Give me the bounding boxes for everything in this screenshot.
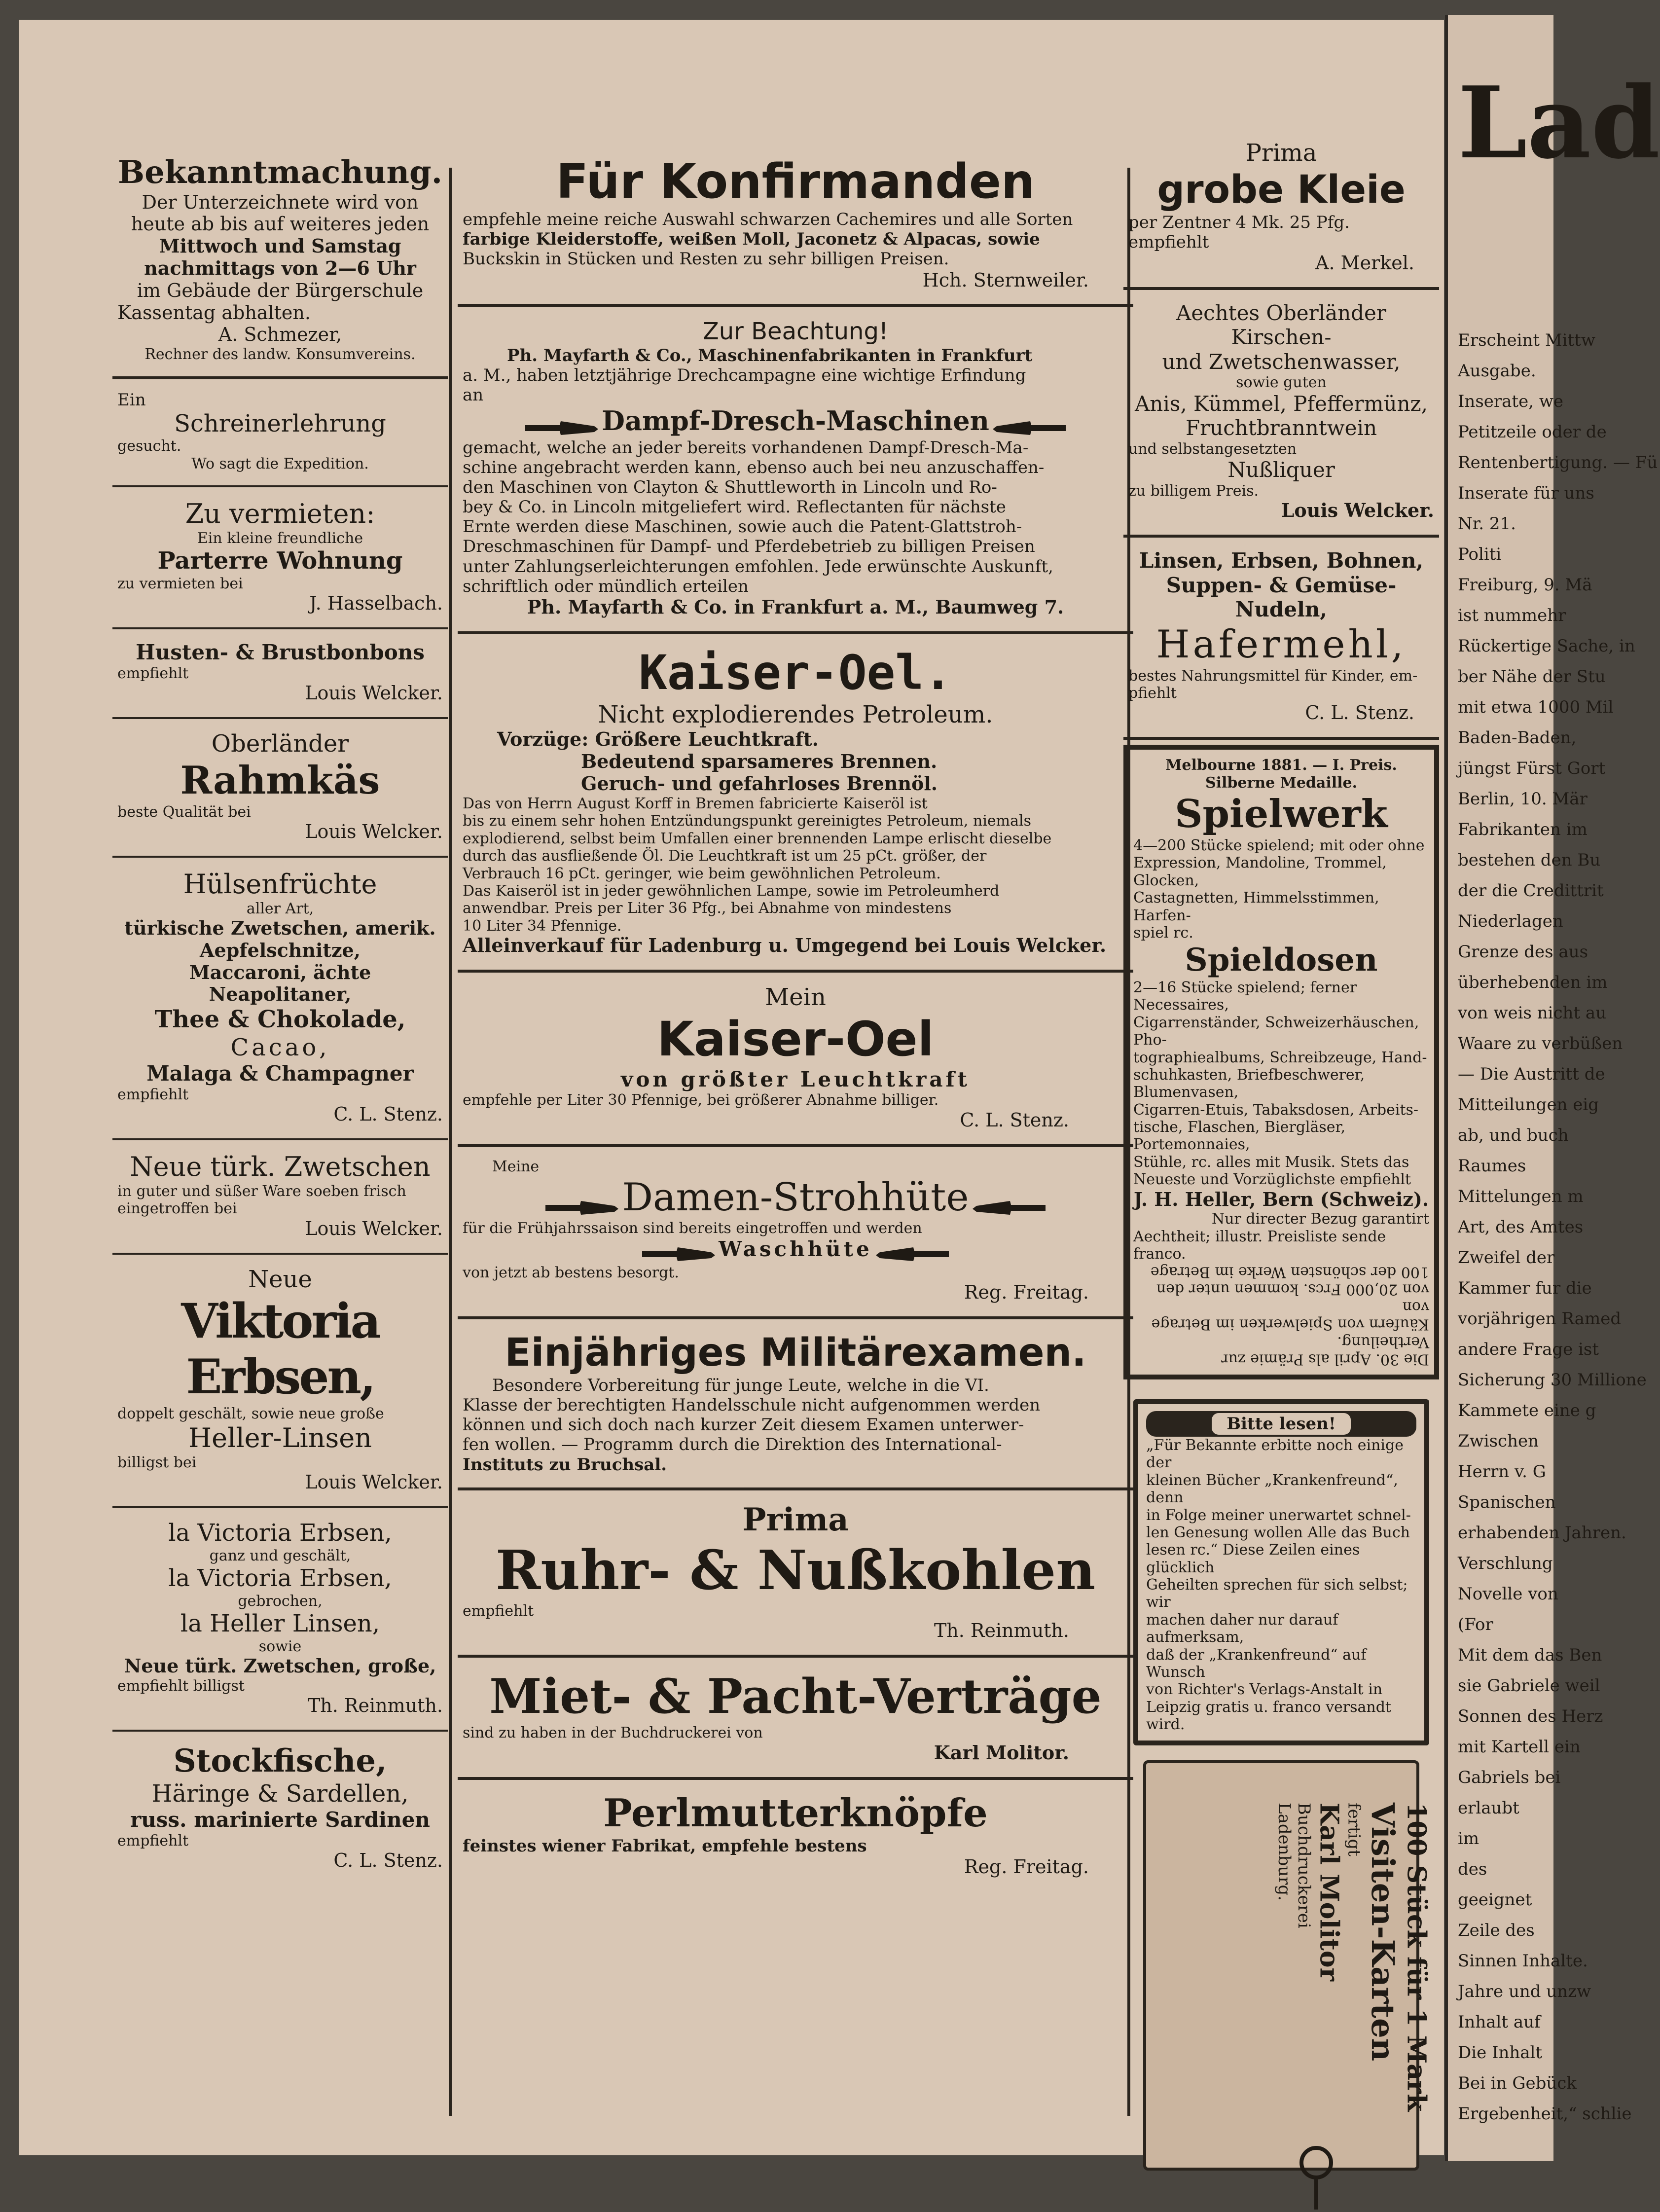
next-page-line: Novelle von [1458,1584,1558,1604]
ad-line: eingetroffen bei [117,1200,237,1218]
next-page-line: Petitzeile oder de [1458,422,1607,442]
ad-headline: Dampf-Dresch-Maschinen [602,405,989,437]
next-page-line: (For [1458,1615,1493,1634]
next-page-line: Sinnen Inhalte. [1458,1951,1588,1971]
ad-line: und selbstangesetzten [1128,440,1297,458]
ad-line: Linsen, Erbsen, Bohnen, [1139,548,1424,573]
next-page-line: Kammete eine g [1458,1401,1596,1420]
ad-line: Prima [1245,139,1317,167]
ad-miet-pacht-vertraege [458,1658,1133,1779]
ad-line: la Heller Linsen, [180,1610,380,1638]
ad-line: empfiehlt [463,1602,534,1620]
ad-line: daß der „Krankenfreund“ auf Wunsch [1146,1646,1367,1681]
next-page-line: ber Nähe der Stu [1458,667,1606,687]
card-line: Visiten-Karten [1364,1802,1402,2061]
ad-rahmkaes [112,719,448,858]
ad-signature: Reg. Freitag. [964,1281,1089,1304]
ad-title: Viktoria Erbsen, [181,1293,379,1405]
ad-line: la Victoria Erbsen, [168,1519,392,1547]
ad-line: billigst bei [117,1453,197,1471]
ad-signature: Karl Molitor. [934,1741,1069,1764]
ad-line: empfehle per Liter 30 Pfennige, bei größerer Abnahme billiger. [463,1091,939,1109]
ad-line: Meine [492,1158,540,1175]
card-line: Karl Molitor [1314,1802,1344,1981]
ad-hafermehl [1123,538,1439,740]
ad-signature: Alleinverkauf für Ladenburg u. Umgegend bei Louis Welcker. [463,934,1107,957]
card-line: fertigt [1344,1802,1364,1856]
ad-line: im Gebäude der Bürgerschule [137,279,424,301]
card-line: Ladenburg. [1274,1802,1295,1901]
next-page-edge [1445,15,1660,2161]
ad-kaiser-oel-stenz [458,973,1133,1147]
next-page-line: Grenze des aus [1458,942,1588,962]
ad-line: gemacht, welche an jeder bereits vorhandenen Dampf-Dresch-Ma- [463,437,1029,458]
next-page-line: Verschlung [1458,1554,1553,1573]
ad-viktoria-erbsen [112,1255,448,1508]
ad-line: feinstes wiener Fabrikat, empfehle bestens [463,1836,867,1856]
next-page-line: Herrn v. G [1458,1462,1546,1482]
ad-title: Bekanntmachung. [117,154,443,191]
ad-line: von Richter's Verlags-Anstalt in [1146,1681,1383,1699]
ad-line: tographiealbums, Schreibzeuge, Hand- [1133,1049,1427,1066]
ad-line: anwendbar. Preis per Liter 36 Pfg., bei Abnahme von mindestens [463,900,952,917]
ad-line: in Folge meiner unerwartet schnel- [1146,1506,1411,1524]
ad-line: sowie [258,1637,302,1655]
next-page-line: Erscheint Mittw [1458,330,1595,350]
next-page-line: Politi [1458,544,1502,564]
upside-down-notice [1133,1263,1429,1368]
ad-line: schriftlich oder mündlich erteilen [463,576,749,596]
ad-title: Für Konfirmanden [556,154,1035,209]
column-right [1123,128,1439,2185]
ad-line: Bedeutend sparsameres Brennen. [581,750,938,773]
ad-signature: Th. Reinmuth. [307,1695,443,1717]
next-page-line: Baden-Baden, [1458,728,1577,748]
next-page-line: im [1458,1829,1480,1849]
next-page-line: erlaubt [1458,1798,1519,1818]
next-page-line: Mit dem das Ben [1458,1645,1602,1665]
ad-signature: J. Hasselbach. [309,592,443,615]
ad-line: 10 Liter 34 Pfennige. [463,917,622,935]
next-page-line: Sicherung 30 Millione [1458,1370,1647,1390]
ad-victoria-erbsen-reinmuth [112,1508,448,1732]
ad-line: bestes Nahrungsmittel für Kinder, em- [1128,667,1418,685]
ad-line: durch das ausfließende Öl. Die Leuchtkraft ist um 25 pCt. größer, der [463,847,987,865]
ad-signature: Louis Welcker. [305,1471,443,1493]
next-page-line: Ergebenheit,“ schlie [1458,2104,1632,2124]
ad-line: Neue türk. Zwetschen, große, [124,1655,436,1677]
next-page-line: Niederlagen [1458,911,1563,931]
ad-line: Heller-Linsen [188,1422,372,1454]
ad-line: explodierend, selbst beim Umfallen einer brennenden Lampe erlischt dieselbe [463,830,1052,847]
ad-line: Expression, Mandoline, Trommel, Glocken, [1133,854,1387,889]
next-page-line: vorjährigen Ramed [1458,1309,1622,1329]
ad-signature: Ph. Mayfarth & Co. in Frankfurt a. M., Baumweg 7. [527,595,1064,618]
ad-line: Fruchtbranntwein [1186,416,1377,440]
ad-title: Kaiser-Oel [657,1011,934,1067]
ad-schreinerlehrung [112,379,448,488]
ad-line: sowie guten [1236,374,1327,392]
ad-spielwerk [1123,745,1439,1379]
ad-line: Aechtes Oberländer Kirschen- [1176,300,1386,350]
ad-line: la Victoria Erbsen, [168,1564,392,1593]
ad-title: Husten- & Brustbonbons [136,640,425,665]
ad-title: Perlmutterknöpfe [603,1790,988,1836]
ad-subline: Rechner des landw. Konsumvereins. [144,346,416,363]
ad-title: Stockfische, [173,1742,387,1780]
ad-line: Parterre Wohnung [157,547,403,575]
ad-line: Leipzig gratis u. franco versandt wird. [1146,1698,1391,1734]
pointing-hand-left-icon [992,418,1066,438]
ad-signature: C. L. Stenz. [333,1849,443,1872]
ad-line: den Maschinen von Clayton & Shuttleworth in Lincoln und Ro- [463,477,997,498]
ad-line: Neueste und Vorzüglichste empfiehlt [1133,1171,1411,1189]
ad-line: Cacao, [230,1033,330,1061]
ad-line: empfehle meine reiche Auswahl schwarzen Cachemires und alle Sorten [463,210,1073,230]
pointing-hand-left-icon [875,1244,949,1264]
ad-zu-vermieten [112,487,448,629]
next-page-line: Inserate, we [1458,392,1564,411]
ad-title: Spielwerk [1175,792,1388,837]
scroll-banner [1146,1411,1416,1437]
ad-line: Suppen- & Gemüse-Nudeln, [1166,573,1397,622]
pointing-hand-right-icon [545,1198,619,1218]
next-page-line: Zwischen [1458,1431,1539,1451]
ad-line: Aepfelschnitze, [200,939,361,961]
next-page-line: mit Kartell ein [1458,1737,1581,1757]
ad-line: Nur directer Bezug garantirt [1211,1210,1429,1228]
pointing-hand-right-icon [525,418,599,438]
ad-title: Hülsenfrüchte [183,868,377,900]
next-page-line: Art, des Amtes [1458,1217,1584,1237]
ad-perlmutterknoepfe [458,1780,1133,1891]
ad-line: tische, Flaschen, Biergläser, Portemonnaies, [1133,1119,1346,1154]
ad-title: Einjähriges Militärexamen. [505,1331,1086,1376]
next-page-line: überhebenden im [1458,973,1608,992]
strohhuete-headline-row [463,1175,1128,1220]
ad-line: Prima [742,1501,849,1538]
card-line: Buchdruckerei [1294,1802,1314,1928]
ad-line: bey & Co. in Lincoln mitgeliefert wird. Reflectanten für nächste [463,497,1006,517]
ad-line: „Für Bekannte erbitte noch einige der [1146,1436,1404,1472]
ad-line: von jetzt ab bestens besorgt. [463,1264,679,1281]
ad-line: Cigarrenständer, Schweizerhäuschen, Pho- [1133,1014,1419,1049]
card-text [1274,1803,1432,2111]
ad-line: für die Frühjahrssaison sind bereits eingetroffen und werden [463,1219,922,1237]
ad-line: machen daher nur darauf aufmerksam, [1146,1611,1338,1646]
ad-line: schuhkasten, Briefbeschwerer, Blumenvasen, [1133,1066,1365,1101]
next-page-line: Kammer fur die [1458,1278,1592,1298]
next-page-line: Ausgabe. [1458,361,1536,381]
next-page-line: mit etwa 1000 Mil [1458,697,1614,717]
ad-line: empfiehlt [117,1832,189,1849]
ad-signature: Louis Welcker. [305,1217,443,1239]
ad-title: Zu vermieten: [185,498,375,530]
ad-ruhr-kohlen [458,1490,1133,1658]
ad-line: Klasse der berechtigten Handelsschule nicht aufgenommen werden [463,1395,1041,1415]
ad-title: Neue türk. Zwetschen [130,1151,431,1183]
ad-signature: C. L. Stenz. [960,1109,1069,1131]
newspaper-page [19,20,1444,2155]
next-page-line: Nr. 21. [1458,514,1516,534]
ad-stockfische [112,1732,448,1885]
ad-line: Mittwoch und Samstag [159,235,401,257]
ad-line: Ein kleine freundliche [197,529,363,547]
ad-line: in guter und süßer Ware soeben frisch [117,1182,406,1200]
ad-line: Anis, Kümmel, Pfeffermünz, [1134,391,1428,416]
ad-visiten-karten [1143,1760,1432,2171]
ad-line: spiel rc. [1133,924,1193,942]
ad-signature: Th. Reinmuth. [934,1620,1069,1642]
ad-line: türkische Zwetschen, amerik. [124,916,436,939]
dresch-headline-row [463,405,1128,438]
ad-signature: J. H. Heller, Bern (Schweiz). [1133,1188,1429,1210]
ad-line: fen wollen. — Programm durch die Direktion des International- [463,1435,1002,1455]
ad-line: Castagnetten, Himmelsstimmen, Harfen- [1133,889,1379,924]
next-page-line: Bei in Gebück [1458,2073,1577,2093]
ad-line: Thee & Chokolade, [154,1006,406,1034]
ad-line: per Zentner 4 Mk. 25 Pfg. empfiehlt [1128,212,1350,252]
ad-line: können und sich doch nach kurzer Zeit diesem Examen unterwer- [463,1415,1024,1435]
ad-title: Kaiser-Oel. [639,645,952,700]
ad-title: Hafermehl, [1156,622,1407,667]
ad-line: Ph. Mayfarth & Co., Maschinenfabrikanten in Frankfurt [507,346,1033,366]
next-page-line: sie Gabriele weil [1458,1676,1600,1696]
ad-line: Besondere Vorbereitung für junge Leute, welche in die VI. [492,1376,989,1396]
ad-line: bis zu einem sehr hohen Entzündungspunkt gereinigtes Petroleum, niemals [463,812,1031,830]
ad-line: doppelt geschält, sowie neue große [117,1405,384,1422]
next-page-line: geeignet [1458,1890,1532,1910]
ad-line: Nußliquer [1227,458,1335,482]
ad-line: Verbrauch 16 pCt. geringer, wie beim gewöhnlichen Petroleum. [463,865,941,882]
ad-signature: Louis Welcker. [305,820,443,842]
next-page-line: Die Inhalt [1458,2043,1543,2063]
masthead: Lad [1458,65,1660,181]
ad-kaiser-oel-welcker [458,634,1133,973]
ad-line: Das Kaiseröl ist in jeder gewöhnlichen Lampe, sowie im Petroleumherd [463,882,1000,900]
ad-line: gesucht. [117,437,181,455]
ad-husten-bonbons [112,629,448,719]
next-page-line: Rückertige Sache, in [1458,636,1635,656]
ad-title: grobe Kleie [1157,167,1406,212]
ad-grobe-kleie [1123,128,1439,290]
ad-line: Neue [248,1265,312,1293]
ad-line: Geruch- und gefahrloses Brennöl. [581,772,938,795]
next-page-line: erhabenden Jahren. [1458,1523,1626,1543]
ad-line: Ein [117,390,146,410]
ad-line: Silberne Medaille. [1205,774,1358,792]
card-line: 100 Stück für 1 Mark [1401,1802,1432,2112]
hanging-card-hook-icon [1294,2143,1338,2212]
ad-line: zu vermieten bei [117,575,243,592]
ad-line: Melbourne 1881. — I. Preis. [1165,757,1397,774]
next-page-line: Mitteilungen eig [1458,1095,1599,1115]
ad-line: farbige Kleiderstoffe, weißen Moll, Jaconetz & Alpacas, sowie [463,229,1040,250]
ad-line: nachmittags von 2—6 Uhr [144,257,416,279]
ad-line: gebrochen, [238,1592,323,1610]
ad-line: Instituts zu Bruchsal. [463,1454,667,1475]
ad-line: a. M., haben letztjährige Drechcampagne eine wichtige Erfindung [463,365,1026,386]
next-page-line: Mittelungen m [1458,1187,1584,1206]
ad-bekanntmachung [112,143,448,379]
ad-line: Malaga & Champagner [146,1061,414,1086]
next-page-line: Berlin, 10. Mär [1458,789,1588,809]
ad-line: 4—200 Stücke spielend; mit oder ohne [1133,837,1425,855]
ad-signature: Louis Welcker. [305,682,443,704]
ad-line: Geheilten sprechen für sich selbst; wir [1146,1576,1408,1611]
ad-signature: Hch. Sternweiler. [922,269,1089,291]
ad-title: Schreinerlehrung [174,409,386,437]
next-page-line: Inhalt auf [1458,2012,1541,2032]
ad-title: Rahmkäs [180,758,380,803]
ad-line: Stühle, rc. alles mit Musik. Stets das [1133,1153,1409,1171]
waschhuete-row [463,1237,1128,1264]
ad-signature: Reg. Freitag. [964,1855,1089,1878]
next-page-line: Zweifel der [1458,1248,1555,1268]
ad-line: 2—16 Stücke spielend; ferner Necessaires, [1133,979,1357,1014]
ad-title: Zur Beachtung! [702,318,889,346]
ad-line: Dreschmaschinen für Dampf- und Pferdebetrieb zu billigen Preisen [463,537,1035,557]
column-left [112,143,448,1885]
ad-line: Waschhüte [719,1237,872,1262]
ad-line: empfiehlt [117,1086,189,1104]
column-rule-left [449,168,452,2116]
ad-signature: A. Schmezer, [218,324,342,346]
ad-zur-beachtung [458,307,1133,634]
ad-line: Cigarren-Etuis, Tabaksdosen, Arbeits- [1133,1101,1419,1119]
ad-line: lesen rc.“ Diese Zeilen eines glücklich [1146,1541,1360,1576]
next-page-line: des [1458,1859,1487,1879]
ad-line: empfiehlt [117,664,189,682]
ad-line: russ. marinierte Sardinen [130,1808,430,1832]
ad-line: aller Art, [246,900,314,917]
ad-line: an [463,385,484,405]
ad-line: unter Zahlungserleichterungen emfohlen. Jede erwünschte Auskunft, [463,556,1053,577]
ad-line: sind zu haben in der Buchdruckerei von [463,1724,763,1742]
ad-line: Maccaroni, ächte Neapolitaner, [189,961,371,1006]
ad-line: Ernte werden diese Maschinen, sowie auch die Patent-Glattstroh- [463,517,1022,537]
next-page-line: Gabriels bei [1458,1768,1561,1787]
next-page-line: bestehen den Bu [1458,850,1601,870]
next-page-line: Spanischen [1458,1492,1556,1512]
next-page-line: Rentenbertigung. — Fü [1458,453,1658,472]
ad-neue-zwetschen [112,1140,448,1254]
pointing-hand-left-icon [972,1198,1046,1218]
next-page-line: Raumes [1458,1156,1526,1176]
ad-title: Bitte lesen! [1212,1413,1351,1435]
next-page-line: ist nummehr [1458,606,1566,625]
ad-line: ganz und geschält, [209,1547,351,1564]
next-page-line: Waare zu verbüßen [1458,1034,1623,1053]
ad-subtitle: von größter Leuchtkraft [620,1067,971,1091]
next-page-line: ab, und buch [1458,1125,1569,1145]
next-page-line: — Die Austritt de [1458,1064,1605,1084]
ad-line: Aechtheit; illustr. Preisliste sende franco. [1133,1228,1386,1263]
next-page-line: Zeile des [1458,1921,1535,1940]
ad-line: Mein [765,983,826,1011]
ad-kirschenwasser [1123,290,1439,538]
ad-signature: Louis Welcker. [1281,499,1434,522]
ad-line: schine angebracht werden kann, ebenso auch bei neu anzuschaffen- [463,457,1045,477]
ad-line: Vorzüge: Größere Leuchtkraft. [497,728,819,751]
ad-line: len Genesung wollen Alle das Buch [1146,1523,1410,1541]
ad-line: Die 30. April als Prämie zur Vertheilung. [1221,1333,1429,1368]
pointing-hand-right-icon [642,1244,716,1264]
ad-line: zu billigem Preis. [1128,482,1259,500]
next-page-line: jüngst Fürst Gort [1458,759,1606,778]
ad-damen-strohhuete [458,1147,1133,1320]
ad-subtitle: Nicht explodierendes Petroleum. [598,700,993,728]
ad-line: von 20,000 Frcs. kommen unter den [1156,1280,1429,1298]
next-page-line: Sonnen des Herz [1458,1706,1603,1726]
ad-line: und Zwetschenwasser, [1162,349,1401,374]
ad-line: Buckskin in Stücken und Resten zu sehr billigen Preisen. [463,249,949,269]
ad-title: Ruhr- & Nußkohlen [495,1538,1096,1602]
ad-signature: C. L. Stenz. [1305,702,1414,724]
next-page-line: der die Credittrit [1458,881,1604,901]
ad-title: Miet- & Pacht-Verträge [489,1668,1102,1725]
ad-line: Käufern von Spielwerken im Betrage von [1151,1298,1429,1333]
ad-militaerexamen [458,1319,1133,1490]
ad-huelsenfruechte [112,858,448,1140]
ad-line: pfiehlt [1128,685,1177,702]
ad-line: Oberländer [211,729,349,758]
ad-line: Kassentag abhalten. [117,301,311,324]
ad-line: Der Unterzeichnete wird von [142,191,419,213]
ad-line: 100 der schönsten Werke im Betrage [1150,1263,1429,1281]
ad-line: Das von Herrn August Korff in Bremen fabricierte Kaiseröl ist [463,795,928,812]
ad-line: heute ab bis auf weiteres jeden [131,213,430,235]
next-page-line: Jahre und unzw [1458,1982,1591,2001]
ad-line: empfiehlt billigst [117,1677,245,1695]
next-page-line: Fabrikanten im [1458,820,1588,839]
ad-title: Damen-Strohhüte [622,1175,969,1220]
next-page-line: Inserate für uns [1458,483,1594,503]
ad-signature: C. L. Stenz. [333,1103,443,1125]
ad-signature: A. Merkel. [1315,252,1414,274]
ad-title-2: Spieldosen [1185,942,1378,979]
ad-line: beste Qualität bei [117,803,251,821]
ad-bitte-lesen [1133,1399,1429,1745]
next-page-line: Freiburg, 9. Mä [1458,575,1592,595]
ad-line: Wo sagt die Expedition. [191,455,369,472]
next-page-line: andere Frage ist [1458,1340,1599,1359]
column-middle [458,143,1133,1891]
ad-line: kleinen Bücher „Krankenfreund“, denn [1146,1471,1398,1507]
ad-line: Häringe & Sardellen, [151,1779,409,1808]
next-page-line: von weis nicht au [1458,1003,1607,1023]
ad-konfirmanden [458,143,1133,307]
